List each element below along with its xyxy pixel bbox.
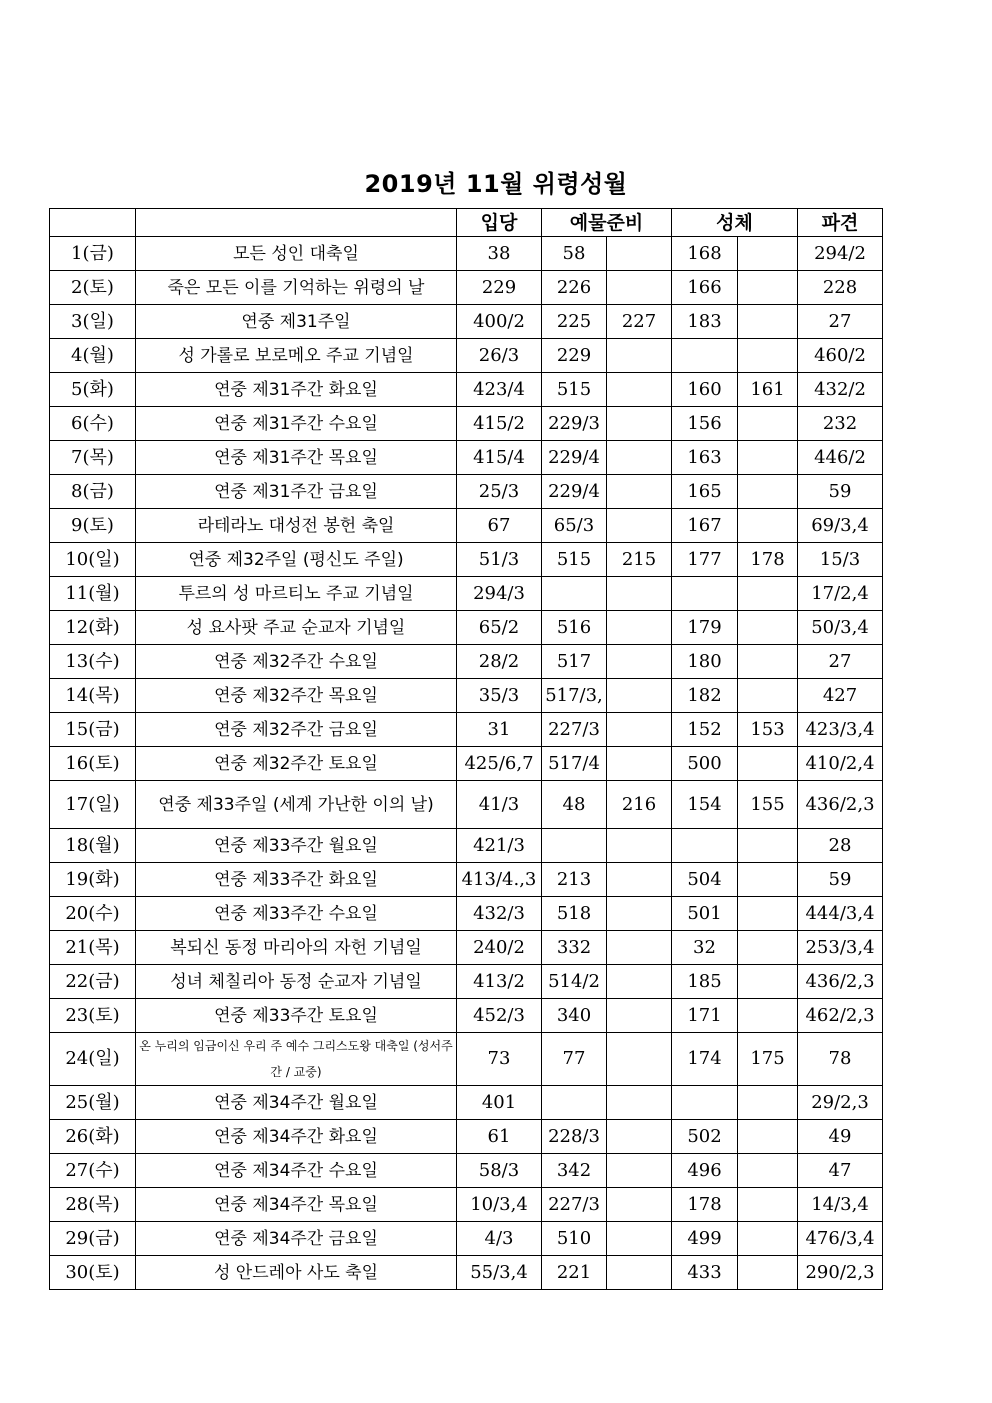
header-communion: 성체 xyxy=(672,209,798,237)
offertory-hymn-1-cell: 58 xyxy=(542,237,607,271)
communion-hymn-1-cell: 178 xyxy=(672,1188,738,1222)
day-cell: 19(화) xyxy=(50,863,136,897)
communion-hymn-1-cell: 499 xyxy=(672,1222,738,1256)
celebration-cell: 연중 제34주간 월요일 xyxy=(136,1086,457,1120)
communion-hymn-1-cell: 502 xyxy=(672,1120,738,1154)
communion-hymn-1-cell: 163 xyxy=(672,441,738,475)
table-body xyxy=(50,237,883,1290)
communion-hymn-2-cell xyxy=(738,1256,798,1290)
offertory-hymn-1-cell: 227/3 xyxy=(542,1188,607,1222)
communion-hymn-1-cell: 177 xyxy=(672,543,738,577)
celebration-cell: 온 누리의 임금이신 우리 주 예수 그리스도왕 대축일 (성서주간 / 교중) xyxy=(136,1033,457,1086)
offertory-hymn-2-cell xyxy=(607,1188,672,1222)
table-row xyxy=(50,1222,883,1256)
table-row xyxy=(50,863,883,897)
communion-hymn-2-cell xyxy=(738,747,798,781)
communion-hymn-2-cell xyxy=(738,1154,798,1188)
dismissal-hymn-cell: 27 xyxy=(798,305,883,339)
communion-hymn-1-cell: 179 xyxy=(672,611,738,645)
celebration-cell: 복되신 동정 마리아의 자헌 기념일 xyxy=(136,931,457,965)
day-cell: 17(일) xyxy=(50,781,136,829)
celebration-cell: 연중 제32주간 토요일 xyxy=(136,747,457,781)
dismissal-hymn-cell: 59 xyxy=(798,863,883,897)
dismissal-hymn-cell: 14/3,4 xyxy=(798,1188,883,1222)
celebration-cell: 연중 제33주간 수요일 xyxy=(136,897,457,931)
offertory-hymn-2-cell xyxy=(607,1154,672,1188)
dismissal-hymn-cell: 427 xyxy=(798,679,883,713)
entrance-hymn-cell: 58/3 xyxy=(457,1154,542,1188)
offertory-hymn-1-cell: 229/3 xyxy=(542,407,607,441)
offertory-hymn-2-cell xyxy=(607,645,672,679)
celebration-cell: 죽은 모든 이를 기억하는 위령의 날 xyxy=(136,271,457,305)
table-row xyxy=(50,645,883,679)
communion-hymn-2-cell xyxy=(738,1086,798,1120)
communion-hymn-2-cell xyxy=(738,271,798,305)
offertory-hymn-1-cell: 229/4 xyxy=(542,441,607,475)
communion-hymn-2-cell xyxy=(738,679,798,713)
communion-hymn-2-cell xyxy=(738,237,798,271)
day-cell: 28(목) xyxy=(50,1188,136,1222)
entrance-hymn-cell: 38 xyxy=(457,237,542,271)
table-row xyxy=(50,373,883,407)
offertory-hymn-1-cell: 517 xyxy=(542,645,607,679)
celebration-cell: 성녀 체칠리아 동정 순교자 기념일 xyxy=(136,965,457,999)
celebration-cell: 연중 제33주간 화요일 xyxy=(136,863,457,897)
offertory-hymn-2-cell: 227 xyxy=(607,305,672,339)
table-row xyxy=(50,271,883,305)
celebration-cell: 연중 제33주간 토요일 xyxy=(136,999,457,1033)
offertory-hymn-2-cell xyxy=(607,1256,672,1290)
communion-hymn-1-cell: 433 xyxy=(672,1256,738,1290)
table-row xyxy=(50,1188,883,1222)
entrance-hymn-cell: 413/4.,3 xyxy=(457,863,542,897)
day-cell: 20(수) xyxy=(50,897,136,931)
celebration-cell: 연중 제31주간 수요일 xyxy=(136,407,457,441)
table-row xyxy=(50,965,883,999)
header-offertory: 예물준비 xyxy=(542,209,672,237)
communion-hymn-2-cell xyxy=(738,577,798,611)
day-cell: 30(토) xyxy=(50,1256,136,1290)
header-celebration xyxy=(136,209,457,237)
offertory-hymn-2-cell xyxy=(607,509,672,543)
entrance-hymn-cell: 4/3 xyxy=(457,1222,542,1256)
entrance-hymn-cell: 413/2 xyxy=(457,965,542,999)
dismissal-hymn-cell: 460/2 xyxy=(798,339,883,373)
communion-hymn-2-cell xyxy=(738,305,798,339)
offertory-hymn-2-cell xyxy=(607,1222,672,1256)
communion-hymn-1-cell: 174 xyxy=(672,1033,738,1086)
communion-hymn-2-cell xyxy=(738,509,798,543)
entrance-hymn-cell: 41/3 xyxy=(457,781,542,829)
offertory-hymn-1-cell: 48 xyxy=(542,781,607,829)
communion-hymn-1-cell: 167 xyxy=(672,509,738,543)
offertory-hymn-1-cell: 342 xyxy=(542,1154,607,1188)
communion-hymn-1-cell: 500 xyxy=(672,747,738,781)
dismissal-hymn-cell: 27 xyxy=(798,645,883,679)
communion-hymn-2-cell xyxy=(738,1120,798,1154)
offertory-hymn-1-cell: 221 xyxy=(542,1256,607,1290)
table-row xyxy=(50,407,883,441)
communion-hymn-2-cell: 161 xyxy=(738,373,798,407)
offertory-hymn-1-cell: 514/2 xyxy=(542,965,607,999)
day-cell: 29(금) xyxy=(50,1222,136,1256)
celebration-cell: 연중 제31주간 목요일 xyxy=(136,441,457,475)
communion-hymn-1-cell: 165 xyxy=(672,475,738,509)
table-row xyxy=(50,577,883,611)
day-cell: 15(금) xyxy=(50,713,136,747)
communion-hymn-1-cell xyxy=(672,339,738,373)
dismissal-hymn-cell: 444/3,4 xyxy=(798,897,883,931)
dismissal-hymn-cell: 47 xyxy=(798,1154,883,1188)
table-row xyxy=(50,509,883,543)
celebration-cell: 연중 제34주간 화요일 xyxy=(136,1120,457,1154)
communion-hymn-1-cell: 180 xyxy=(672,645,738,679)
day-cell: 10(일) xyxy=(50,543,136,577)
dismissal-hymn-cell: 50/3,4 xyxy=(798,611,883,645)
entrance-hymn-cell: 423/4 xyxy=(457,373,542,407)
day-cell: 27(수) xyxy=(50,1154,136,1188)
offertory-hymn-1-cell xyxy=(542,829,607,863)
dismissal-hymn-cell: 17/2,4 xyxy=(798,577,883,611)
day-cell: 8(금) xyxy=(50,475,136,509)
dismissal-hymn-cell: 423/3,4 xyxy=(798,713,883,747)
offertory-hymn-1-cell: 516 xyxy=(542,611,607,645)
entrance-hymn-cell: 240/2 xyxy=(457,931,542,965)
dismissal-hymn-cell: 253/3,4 xyxy=(798,931,883,965)
entrance-hymn-cell: 229 xyxy=(457,271,542,305)
dismissal-hymn-cell: 69/3,4 xyxy=(798,509,883,543)
day-cell: 6(수) xyxy=(50,407,136,441)
table-row xyxy=(50,897,883,931)
communion-hymn-1-cell: 32 xyxy=(672,931,738,965)
offertory-hymn-2-cell xyxy=(607,713,672,747)
celebration-cell: 모든 성인 대축일 xyxy=(136,237,457,271)
celebration-cell: 연중 제32주간 금요일 xyxy=(136,713,457,747)
offertory-hymn-1-cell: 515 xyxy=(542,543,607,577)
entrance-hymn-cell: 425/6,7 xyxy=(457,747,542,781)
day-cell: 26(화) xyxy=(50,1120,136,1154)
dismissal-hymn-cell: 462/2,3 xyxy=(798,999,883,1033)
table-row xyxy=(50,475,883,509)
offertory-hymn-1-cell: 228/3 xyxy=(542,1120,607,1154)
communion-hymn-1-cell: 166 xyxy=(672,271,738,305)
header-entrance: 입당 xyxy=(457,209,542,237)
table-row xyxy=(50,1033,883,1086)
day-cell: 4(월) xyxy=(50,339,136,373)
entrance-hymn-cell: 51/3 xyxy=(457,543,542,577)
dismissal-hymn-cell: 476/3,4 xyxy=(798,1222,883,1256)
celebration-cell: 투르의 성 마르티노 주교 기념일 xyxy=(136,577,457,611)
table-row xyxy=(50,237,883,271)
offertory-hymn-1-cell: 226 xyxy=(542,271,607,305)
offertory-hymn-1-cell: 517/3, xyxy=(542,679,607,713)
table-row xyxy=(50,713,883,747)
celebration-cell: 연중 제32주일 (평신도 주일) xyxy=(136,543,457,577)
offertory-hymn-2-cell: 216 xyxy=(607,781,672,829)
day-cell: 14(목) xyxy=(50,679,136,713)
communion-hymn-1-cell: 496 xyxy=(672,1154,738,1188)
offertory-hymn-1-cell xyxy=(542,577,607,611)
communion-hymn-2-cell: 178 xyxy=(738,543,798,577)
communion-hymn-1-cell: 156 xyxy=(672,407,738,441)
table-row xyxy=(50,441,883,475)
communion-hymn-2-cell xyxy=(738,645,798,679)
entrance-hymn-cell: 67 xyxy=(457,509,542,543)
day-cell: 21(목) xyxy=(50,931,136,965)
communion-hymn-1-cell xyxy=(672,829,738,863)
celebration-cell: 성 안드레아 사도 축일 xyxy=(136,1256,457,1290)
table-row xyxy=(50,747,883,781)
table-row xyxy=(50,1154,883,1188)
day-cell: 9(토) xyxy=(50,509,136,543)
celebration-cell: 연중 제33주일 (세계 가난한 이의 날) xyxy=(136,781,457,829)
celebration-cell: 연중 제32주간 수요일 xyxy=(136,645,457,679)
dismissal-hymn-cell: 232 xyxy=(798,407,883,441)
celebration-cell: 연중 제33주간 월요일 xyxy=(136,829,457,863)
dismissal-hymn-cell: 49 xyxy=(798,1120,883,1154)
communion-hymn-2-cell: 175 xyxy=(738,1033,798,1086)
offertory-hymn-2-cell xyxy=(607,1033,672,1086)
entrance-hymn-cell: 55/3,4 xyxy=(457,1256,542,1290)
table-row xyxy=(50,1086,883,1120)
celebration-cell: 연중 제31주간 화요일 xyxy=(136,373,457,407)
table-row xyxy=(50,781,883,829)
entrance-hymn-cell: 31 xyxy=(457,713,542,747)
offertory-hymn-2-cell xyxy=(607,373,672,407)
entrance-hymn-cell: 401 xyxy=(457,1086,542,1120)
entrance-hymn-cell: 61 xyxy=(457,1120,542,1154)
offertory-hymn-2-cell xyxy=(607,441,672,475)
day-cell: 1(금) xyxy=(50,237,136,271)
dismissal-hymn-cell: 436/2,3 xyxy=(798,965,883,999)
dismissal-hymn-cell: 290/2,3 xyxy=(798,1256,883,1290)
offertory-hymn-1-cell: 229/4 xyxy=(542,475,607,509)
communion-hymn-2-cell xyxy=(738,339,798,373)
day-cell: 22(금) xyxy=(50,965,136,999)
celebration-cell: 연중 제34주간 수요일 xyxy=(136,1154,457,1188)
offertory-hymn-2-cell xyxy=(607,1086,672,1120)
communion-hymn-1-cell: 154 xyxy=(672,781,738,829)
offertory-hymn-2-cell xyxy=(607,829,672,863)
entrance-hymn-cell: 28/2 xyxy=(457,645,542,679)
day-cell: 11(월) xyxy=(50,577,136,611)
communion-hymn-2-cell xyxy=(738,1188,798,1222)
communion-hymn-1-cell: 504 xyxy=(672,863,738,897)
offertory-hymn-2-cell xyxy=(607,1120,672,1154)
dismissal-hymn-cell: 432/2 xyxy=(798,373,883,407)
dismissal-hymn-cell: 59 xyxy=(798,475,883,509)
entrance-hymn-cell: 415/4 xyxy=(457,441,542,475)
dismissal-hymn-cell: 228 xyxy=(798,271,883,305)
day-cell: 7(목) xyxy=(50,441,136,475)
day-cell: 23(토) xyxy=(50,999,136,1033)
offertory-hymn-1-cell: 515 xyxy=(542,373,607,407)
celebration-cell: 라테라노 대성전 봉헌 축일 xyxy=(136,509,457,543)
celebration-cell: 연중 제31주간 금요일 xyxy=(136,475,457,509)
communion-hymn-1-cell: 160 xyxy=(672,373,738,407)
offertory-hymn-2-cell xyxy=(607,339,672,373)
offertory-hymn-2-cell xyxy=(607,679,672,713)
table-row xyxy=(50,999,883,1033)
entrance-hymn-cell: 415/2 xyxy=(457,407,542,441)
offertory-hymn-1-cell: 340 xyxy=(542,999,607,1033)
offertory-hymn-1-cell: 332 xyxy=(542,931,607,965)
dismissal-hymn-cell: 294/2 xyxy=(798,237,883,271)
table-row xyxy=(50,305,883,339)
entrance-hymn-cell: 73 xyxy=(457,1033,542,1086)
offertory-hymn-2-cell xyxy=(607,965,672,999)
communion-hymn-1-cell: 501 xyxy=(672,897,738,931)
day-cell: 16(토) xyxy=(50,747,136,781)
offertory-hymn-2-cell xyxy=(607,407,672,441)
offertory-hymn-1-cell xyxy=(542,1086,607,1120)
day-cell: 13(수) xyxy=(50,645,136,679)
entrance-hymn-cell: 26/3 xyxy=(457,339,542,373)
offertory-hymn-1-cell: 77 xyxy=(542,1033,607,1086)
dismissal-hymn-cell: 28 xyxy=(798,829,883,863)
communion-hymn-1-cell xyxy=(672,577,738,611)
celebration-cell: 성 가롤로 보로메오 주교 기념일 xyxy=(136,339,457,373)
communion-hymn-2-cell xyxy=(738,965,798,999)
entrance-hymn-cell: 35/3 xyxy=(457,679,542,713)
communion-hymn-1-cell: 168 xyxy=(672,237,738,271)
hymn-schedule-table xyxy=(49,208,883,1290)
offertory-hymn-1-cell: 65/3 xyxy=(542,509,607,543)
offertory-hymn-1-cell: 517/4 xyxy=(542,747,607,781)
offertory-hymn-1-cell: 227/3 xyxy=(542,713,607,747)
communion-hymn-2-cell xyxy=(738,863,798,897)
offertory-hymn-1-cell: 225 xyxy=(542,305,607,339)
communion-hymn-2-cell: 153 xyxy=(738,713,798,747)
communion-hymn-2-cell xyxy=(738,475,798,509)
table-row xyxy=(50,611,883,645)
communion-hymn-2-cell xyxy=(738,441,798,475)
offertory-hymn-1-cell: 518 xyxy=(542,897,607,931)
table-row xyxy=(50,1256,883,1290)
communion-hymn-2-cell: 155 xyxy=(738,781,798,829)
dismissal-hymn-cell: 29/2,3 xyxy=(798,1086,883,1120)
communion-hymn-1-cell: 183 xyxy=(672,305,738,339)
table-row xyxy=(50,679,883,713)
entrance-hymn-cell: 65/2 xyxy=(457,611,542,645)
header-dismissal: 파견 xyxy=(798,209,883,237)
offertory-hymn-1-cell: 213 xyxy=(542,863,607,897)
entrance-hymn-cell: 294/3 xyxy=(457,577,542,611)
dismissal-hymn-cell: 15/3 xyxy=(798,543,883,577)
celebration-cell: 성 요사팟 주교 순교자 기념일 xyxy=(136,611,457,645)
offertory-hymn-2-cell xyxy=(607,475,672,509)
celebration-cell: 연중 제31주일 xyxy=(136,305,457,339)
offertory-hymn-1-cell: 510 xyxy=(542,1222,607,1256)
entrance-hymn-cell: 400/2 xyxy=(457,305,542,339)
offertory-hymn-2-cell: 215 xyxy=(607,543,672,577)
communion-hymn-1-cell: 152 xyxy=(672,713,738,747)
communion-hymn-2-cell xyxy=(738,999,798,1033)
dismissal-hymn-cell: 436/2,3 xyxy=(798,781,883,829)
dismissal-hymn-cell: 410/2,4 xyxy=(798,747,883,781)
day-cell: 24(일) xyxy=(50,1033,136,1086)
offertory-hymn-2-cell xyxy=(607,611,672,645)
table-row xyxy=(50,543,883,577)
day-cell: 5(화) xyxy=(50,373,136,407)
day-cell: 2(토) xyxy=(50,271,136,305)
offertory-hymn-2-cell xyxy=(607,863,672,897)
header-row xyxy=(50,209,883,237)
communion-hymn-2-cell xyxy=(738,1222,798,1256)
page-title: 2019년 11월 위령성월 xyxy=(364,170,628,198)
header-day xyxy=(50,209,136,237)
offertory-hymn-2-cell xyxy=(607,747,672,781)
communion-hymn-2-cell xyxy=(738,829,798,863)
offertory-hymn-2-cell xyxy=(607,897,672,931)
celebration-cell: 연중 제34주간 목요일 xyxy=(136,1188,457,1222)
communion-hymn-2-cell xyxy=(738,407,798,441)
communion-hymn-2-cell xyxy=(738,897,798,931)
communion-hymn-2-cell xyxy=(738,931,798,965)
offertory-hymn-2-cell xyxy=(607,931,672,965)
offertory-hymn-2-cell xyxy=(607,271,672,305)
dismissal-hymn-cell: 78 xyxy=(798,1033,883,1086)
communion-hymn-1-cell xyxy=(672,1086,738,1120)
entrance-hymn-cell: 10/3,4 xyxy=(457,1188,542,1222)
table-row xyxy=(50,931,883,965)
celebration-cell: 연중 제32주간 목요일 xyxy=(136,679,457,713)
offertory-hymn-2-cell xyxy=(607,237,672,271)
communion-hymn-2-cell xyxy=(738,611,798,645)
communion-hymn-1-cell: 185 xyxy=(672,965,738,999)
table-row xyxy=(50,829,883,863)
communion-hymn-1-cell: 171 xyxy=(672,999,738,1033)
entrance-hymn-cell: 25/3 xyxy=(457,475,542,509)
entrance-hymn-cell: 452/3 xyxy=(457,999,542,1033)
day-cell: 18(월) xyxy=(50,829,136,863)
offertory-hymn-2-cell xyxy=(607,999,672,1033)
offertory-hymn-2-cell xyxy=(607,577,672,611)
day-cell: 12(화) xyxy=(50,611,136,645)
offertory-hymn-1-cell: 229 xyxy=(542,339,607,373)
dismissal-hymn-cell: 446/2 xyxy=(798,441,883,475)
communion-hymn-1-cell: 182 xyxy=(672,679,738,713)
entrance-hymn-cell: 432/3 xyxy=(457,897,542,931)
table-row xyxy=(50,1120,883,1154)
entrance-hymn-cell: 421/3 xyxy=(457,829,542,863)
table-row xyxy=(50,339,883,373)
celebration-cell: 연중 제34주간 금요일 xyxy=(136,1222,457,1256)
day-cell: 3(일) xyxy=(50,305,136,339)
day-cell: 25(월) xyxy=(50,1086,136,1120)
